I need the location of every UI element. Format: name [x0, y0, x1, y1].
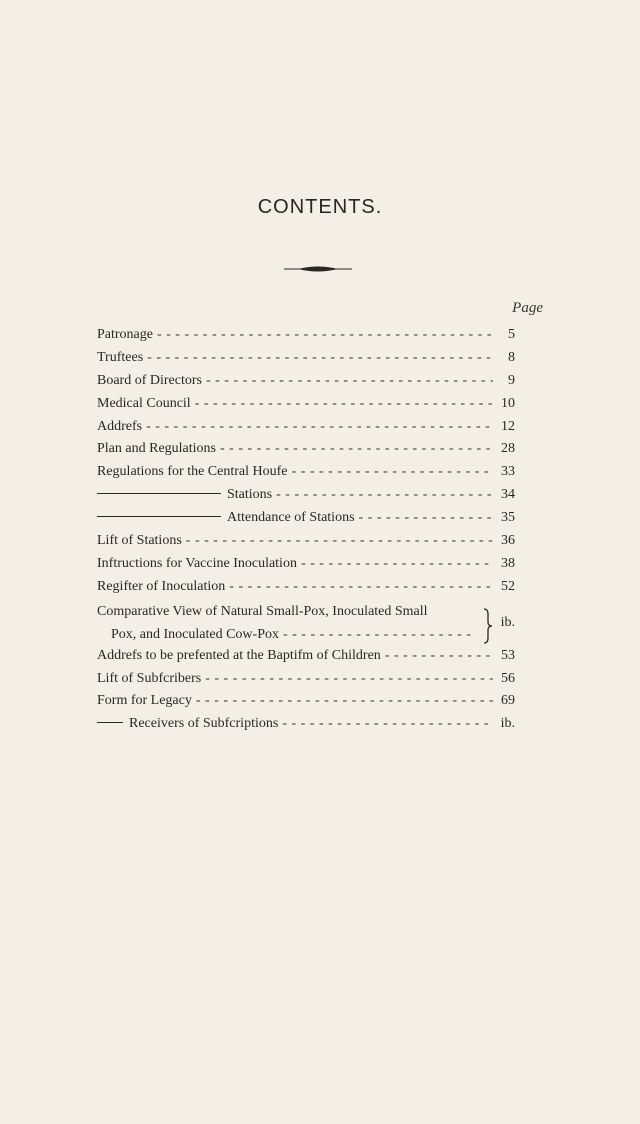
- toc-entry[interactable]: [97, 533, 515, 556]
- toc-entry-page: 10: [501, 395, 515, 411]
- toc-entry-label: Plan and Regulations: [97, 441, 216, 457]
- dot-leader: [283, 627, 471, 643]
- toc-entry[interactable]: [97, 556, 515, 579]
- toc-entry-label: Addrefs: [97, 418, 143, 434]
- toc-entry-page: 53: [501, 647, 515, 663]
- ditto-rule: [97, 722, 123, 724]
- toc-entry[interactable]: [97, 671, 515, 694]
- ditto-rule: [97, 493, 221, 495]
- toc-entry-page: 28: [501, 441, 515, 457]
- ornament-divider: [284, 265, 352, 273]
- table-of-contents: [97, 327, 515, 739]
- toc-entry-label-line1: Comparative View of Natural Small-Pox, Inoculated Small: [97, 603, 428, 619]
- toc-entry-page: 69: [501, 693, 515, 709]
- dot-leader: [206, 373, 493, 389]
- toc-entry-page: 52: [501, 578, 515, 594]
- toc-entry-label: Medical Council: [97, 395, 191, 411]
- toc-entry-page: 9: [508, 372, 515, 388]
- toc-entry-page: 33: [501, 464, 515, 480]
- toc-entry-label: Addrefs to be prefented at the Baptifm of Children: [97, 647, 381, 663]
- toc-entry-page: 8: [508, 349, 515, 365]
- page-title: CONTENTS.: [257, 196, 383, 218]
- toc-entry-page: ib.: [500, 614, 515, 630]
- toc-entry-label: Regulations for the Central Houfe: [97, 464, 288, 480]
- toc-entry-label: Lift of Subfcribers: [97, 670, 202, 686]
- toc-entry[interactable]: [97, 350, 515, 373]
- toc-entry-label: Board of Directors: [97, 372, 202, 388]
- toc-entry-page: 36: [501, 533, 515, 549]
- toc-entry-page: 56: [501, 670, 515, 686]
- toc-entry[interactable]: [97, 396, 515, 419]
- toc-entry[interactable]: [97, 648, 515, 671]
- toc-entry-label: Receivers of Subfcriptions: [129, 716, 279, 732]
- toc-entry-label: Form for Legacy: [97, 693, 192, 709]
- page-column-header: Page: [512, 300, 543, 316]
- toc-entry[interactable]: [97, 327, 515, 350]
- toc-entry[interactable]: [97, 716, 515, 739]
- dot-leader: [157, 327, 493, 343]
- toc-entry-label: Truftees: [97, 349, 144, 365]
- toc-entry-page: 5: [508, 327, 515, 342]
- toc-entry-label: Patronage: [97, 327, 153, 342]
- toc-entry[interactable]: [97, 441, 515, 464]
- dot-leader: [220, 441, 493, 457]
- dot-leader: [146, 419, 493, 435]
- dot-leader: [205, 671, 493, 687]
- dot-leader: [195, 396, 493, 412]
- toc-entry[interactable]: [97, 510, 515, 533]
- toc-entry-page: 34: [501, 487, 515, 503]
- toc-entry-page: 12: [501, 418, 515, 434]
- toc-entry[interactable]: [97, 579, 515, 602]
- toc-entry[interactable]: [97, 419, 515, 442]
- dot-leader: [229, 579, 493, 595]
- dot-leader: [292, 464, 493, 480]
- brace-icon: [483, 608, 493, 644]
- dot-leader: [301, 556, 493, 572]
- toc-entry[interactable]: [97, 464, 515, 487]
- toc-entry-label: Stations: [227, 487, 273, 503]
- toc-entry-page: 38: [501, 555, 515, 571]
- dot-leader: [359, 510, 493, 526]
- toc-entry-label: Lift of Stations: [97, 533, 182, 549]
- dot-leader: [147, 350, 493, 366]
- dot-leader: [385, 648, 493, 664]
- ditto-rule: [97, 516, 221, 518]
- toc-entry-label: Inftructions for Vaccine Inoculation: [97, 555, 297, 571]
- dot-leader: [276, 487, 493, 503]
- toc-entry[interactable]: [97, 373, 515, 396]
- toc-entry-page: ib.: [500, 716, 515, 732]
- toc-entry-page: 35: [501, 510, 515, 526]
- toc-entry-label: Regifter of Inoculation: [97, 578, 226, 594]
- toc-entry-multiline[interactable]: [97, 602, 515, 648]
- toc-entry-label: Attendance of Stations: [227, 510, 355, 526]
- toc-entry[interactable]: [97, 487, 515, 510]
- toc-entry[interactable]: [97, 693, 515, 716]
- dot-leader: [186, 533, 493, 549]
- dot-leader: [196, 693, 493, 709]
- dot-leader: [282, 716, 493, 732]
- toc-entry-label-line2: Pox, and Inoculated Cow-Pox: [111, 626, 279, 642]
